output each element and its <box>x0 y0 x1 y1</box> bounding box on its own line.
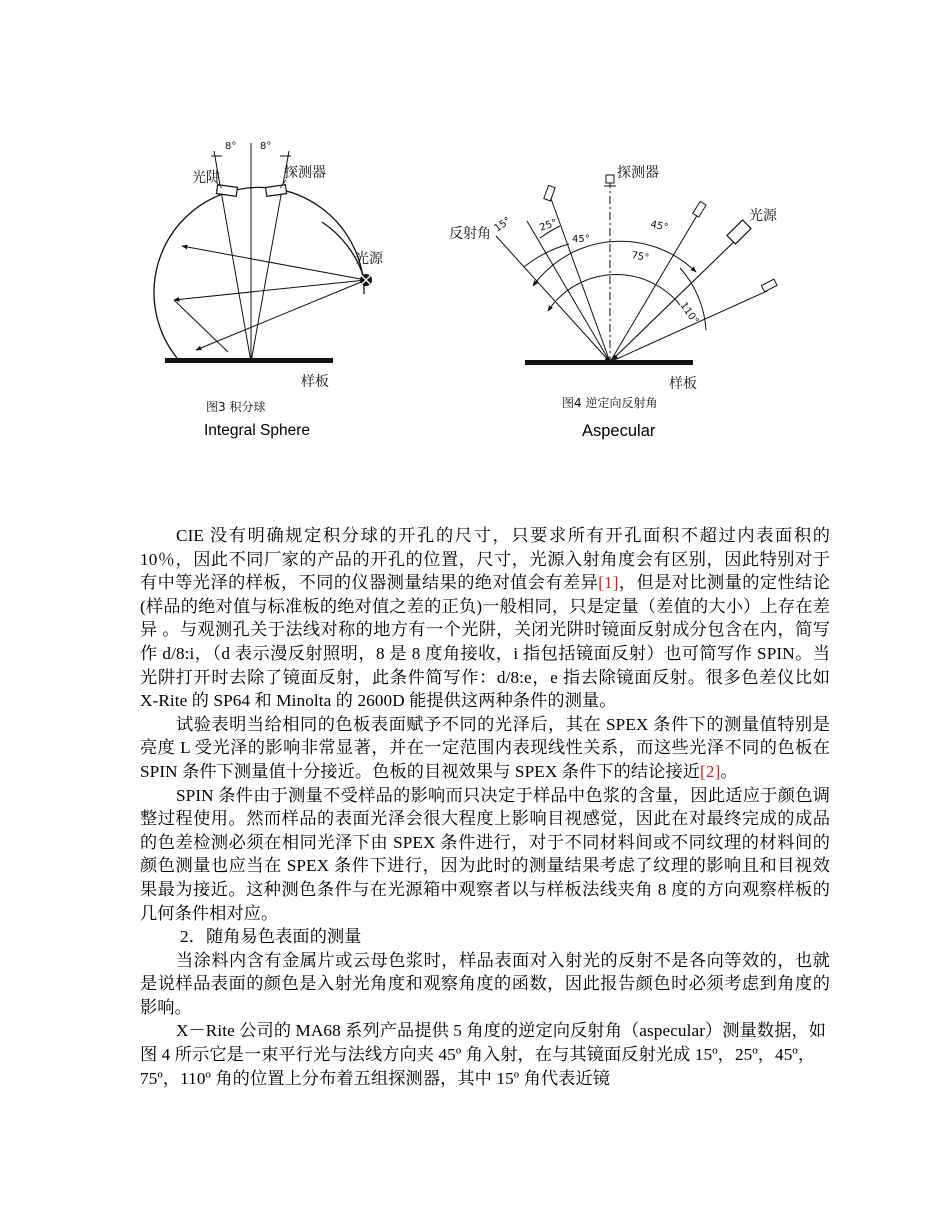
angle-45-right: 45° <box>649 219 670 234</box>
paragraph-1 <box>140 524 830 713</box>
citation-1[interactable]: [1] <box>598 573 619 593</box>
paragraph-1-text-a: CIE 没有明确规定积分球的开孔的尺寸，只要求所有开孔面积不超过内表面积的 10％，因此不同厂家的产品的开孔的位置，尺寸，光源入射角度会有区别，因此特别对于有中等光泽的样板，不同的仪器测量结果的绝对值会有差异 <box>140 526 830 593</box>
figure3-title: 图3 积分球 <box>206 400 266 414</box>
paragraph-2 <box>140 713 830 784</box>
angle-25: 25° <box>538 217 559 234</box>
detector-label-4: 探测器 <box>617 165 659 181</box>
paragraph-2-text-b: 。 <box>720 761 738 781</box>
paragraph-4: 当涂料内含有金属片或云母色浆时，样品表面对入射光的反射不是各向等效的，也就是说样品表面的颜色是入射光角度和观察角度的函数，因此报告颜色时必须考虑到角度的影响。 <box>140 950 830 1017</box>
integral-sphere-diagram <box>0 0 950 460</box>
figure4-title: 图4 逆定向反射角 <box>562 396 658 410</box>
paragraph-1-text-b: ，但是对比测量的定性结论(样品的绝对值与标准板的绝对值之差的正负)一般相同，只是定量（差值的大小）上存在差异 。与观测孔关于法线对称的地方有一个光阱，关闭光阱时镜面反射成分包含在内，简写作 d/8:i，（d 表示漫反射照明，8 是 8 度角接收，i 指包括镜面反射）也可简写作 SPIN。当光阱打开时去除了镜面反射，此条件简写作：d/8:e，e 指去除镜面反射。很多色差仪比如 X-Rite 的 SP64 和 Minolta 的 2600D 能提供这两种条件的测量。 <box>140 573 830 711</box>
light-source-label-4: 光源 <box>749 208 777 224</box>
detector-box <box>266 185 287 197</box>
caption-aspecular: Aspecular <box>582 422 656 440</box>
light-source-label: 光源 <box>355 251 383 267</box>
detector-label: 探测器 <box>284 165 326 181</box>
paragraph-2-text-a: 试验表明当给相同的色板表面赋予不同的光泽后，其在 SPEX 条件下的测量值特别是亮度 L 受光泽的影响非常显著，并在一定范围内表现线性关系，而这些光泽不同的色板在 SPIN 条件下测量值十分接近。色板的目视效果与 SPEX 条件下的结论接近 <box>140 714 830 781</box>
angle-45-left: 45° <box>572 234 590 245</box>
light-trap <box>216 185 237 197</box>
aspecular-diagram <box>449 164 778 410</box>
paragraph-5: X－Rite 公司的 MA68 系列产品提供 5 角度的逆定向反射角（aspecular）测量数据，如图 4 所示它是一束平行光与法线方向夹 45º 角入射，在与其镜面反射光成 15º，25º，45º，75º，110º 角的位置上分布着五组探测器，其中 15º 角代表近镜 <box>140 1021 827 1088</box>
light-source-lamp <box>727 220 751 244</box>
angle-left-label: 8° <box>225 141 237 152</box>
section-heading-2: 2．随角易色表面的测量 <box>180 927 362 947</box>
reflection-angle-label: 反射角 <box>449 226 491 242</box>
trap-label: 光阱 <box>192 170 220 186</box>
caption-integral-sphere: Integral Sphere <box>204 422 310 439</box>
sample-label-4: 样板 <box>669 376 697 392</box>
angle-75: 75° <box>630 250 650 265</box>
sample-plate <box>165 358 333 363</box>
angle-110: 110° <box>677 300 701 327</box>
paragraph-3: SPIN 条件由于测量不受样品的影响而只决定于样品中色浆的含量，因此适应于颜色调整过程使用。然而样品的表面光泽会很大程度上影响目视感觉，因此在对最终完成的成品的色差检测必须在相同光泽下由 SPEX 条件进行，对于不同材料间或不同纹理的材料间的颜色测量也应当在 SPEX 条件下进行，因为此时的测量结果考虑了纹理的影响且和目视效果最为接近。这种测色条件与在光源箱中观察者以与样板法线夹角 8 度的方向观察样板的几何条件相对应。 <box>140 785 830 923</box>
article-body <box>140 524 830 1090</box>
angle-15: 15° <box>492 215 514 235</box>
sample-label: 样板 <box>301 374 329 390</box>
angle-right-label: 8° <box>260 141 272 152</box>
citation-2[interactable]: [2] <box>700 761 721 781</box>
